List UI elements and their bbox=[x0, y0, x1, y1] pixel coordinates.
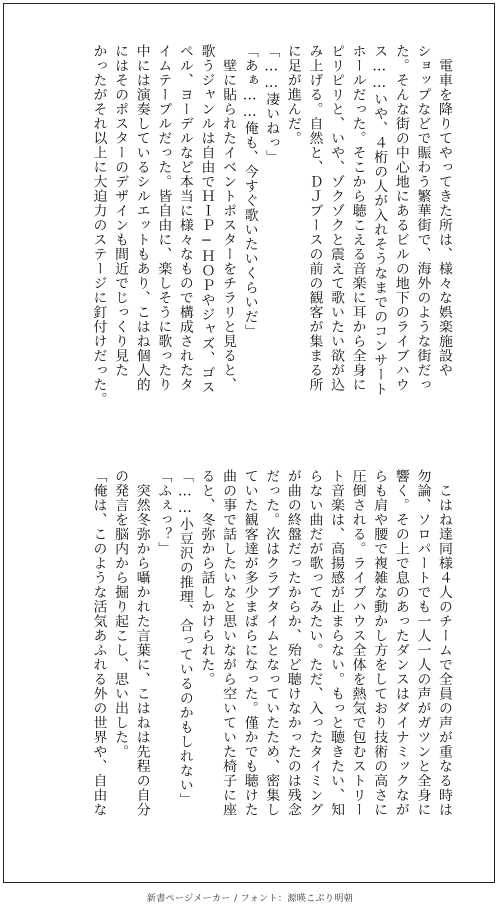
text-column: ピリピリと、いや、ゾクゾクと震えて歌いたい欲が込 bbox=[328, 44, 345, 392]
text-column: にはそのポスターのデザインも間近でじっくり見た bbox=[112, 44, 129, 378]
text-column: ていた観客達が多少まばらになった。僅かでも聴けた bbox=[241, 469, 258, 817]
text-column: 「……凄いねっ」 bbox=[263, 44, 280, 165]
text-column: み上げる。自然と、ＤＪブースの前の観客が集まる所 bbox=[306, 44, 323, 392]
text-column: た。そんな街の中心地にあるビルの地下のライブハウ bbox=[392, 44, 409, 392]
text-column: ス……いや、４桁の人が入れそうなまでのコンサート bbox=[371, 44, 388, 397]
text-column: の発言を脳内から掘り起こし、思い出した。 bbox=[112, 469, 129, 759]
text-column: 中には演奏しているシルエットもあり、こはね個人的 bbox=[133, 44, 150, 392]
text-column: 圧倒される。ライブハウス全体を熱気で包むストリー bbox=[349, 469, 366, 817]
text-column: イムテーブルだった。皆自由に、楽しそうに歌ったり bbox=[155, 44, 172, 392]
text-column: こはね達同様４人のチームで全員の声が重なる時は bbox=[436, 469, 452, 817]
text-column: 壁に貼られたイベントポスターをチラリと見ると、 bbox=[220, 44, 237, 392]
text-block-top bbox=[38, 44, 454, 444]
text-column: だった。次はクラブタイムとなっていたため、密集し bbox=[263, 469, 280, 817]
text-column: ペル、ヨーデルなど本当に様々なもので構成されたタ bbox=[176, 44, 193, 392]
page-frame bbox=[3, 3, 495, 883]
text-column: かったがそれ以上に大迫力のステージに釘付けだった。 bbox=[90, 44, 107, 407]
text-column: ホールだった。そこから聴こえる音楽に耳から全身に bbox=[349, 44, 366, 392]
footer-credit: 新書ページメーカー / フォント：源暎こぶり明朝 bbox=[146, 894, 354, 904]
text-column: ると、冬弥から話しかけられた。 bbox=[198, 469, 215, 687]
text-column: 「あぁ……俺も、今すぐ歌いたいくらいだ」 bbox=[241, 44, 258, 339]
text-column: らない曲だが歌ってみたい。ただ、入ったタイミング bbox=[306, 469, 323, 817]
text-column: ト音楽は、高揚感が止まらない。もっと聴きたい、知 bbox=[328, 469, 345, 817]
text-column: 突然冬弥から囁かれた言葉に、こはねは先程の自分 bbox=[133, 469, 150, 817]
text-column: 「俺は、このような活気あふれる外の世界や、自由な bbox=[90, 469, 107, 817]
text-column: ショップなどで賑わう繁華街で、海外のような街だっ bbox=[414, 44, 431, 392]
text-block-bottom bbox=[38, 469, 454, 869]
text-column: が曲の終盤だったからか、殆ど聴けなかったのは残念 bbox=[284, 469, 301, 817]
text-column: 勿論、ソロパートでも一人一人の声がガツンと全身に bbox=[414, 469, 431, 817]
text-column: らも肩や腰で複雑な動かし方をしており技術の高さに bbox=[371, 469, 388, 817]
text-column: 電車を降りてやってきた所は、様々な娯楽施設や bbox=[436, 44, 452, 378]
text-column: に足が進んだ。 bbox=[284, 44, 301, 146]
text-column: 「ふぇっ？」 bbox=[155, 469, 172, 556]
text-column: 響く。その上で息のあったダンスはダイナミックなが bbox=[392, 469, 409, 817]
text-column: 曲の事で話したいなと思いながら空いていた椅子に座 bbox=[220, 469, 237, 817]
text-column: 歌うジャンルは自由でＨＩＰ−ＨＯＰやジャズ、ゴス bbox=[198, 44, 215, 395]
text-column: 「……小豆沢の推理、合っているのかもしれない」 bbox=[176, 469, 193, 807]
